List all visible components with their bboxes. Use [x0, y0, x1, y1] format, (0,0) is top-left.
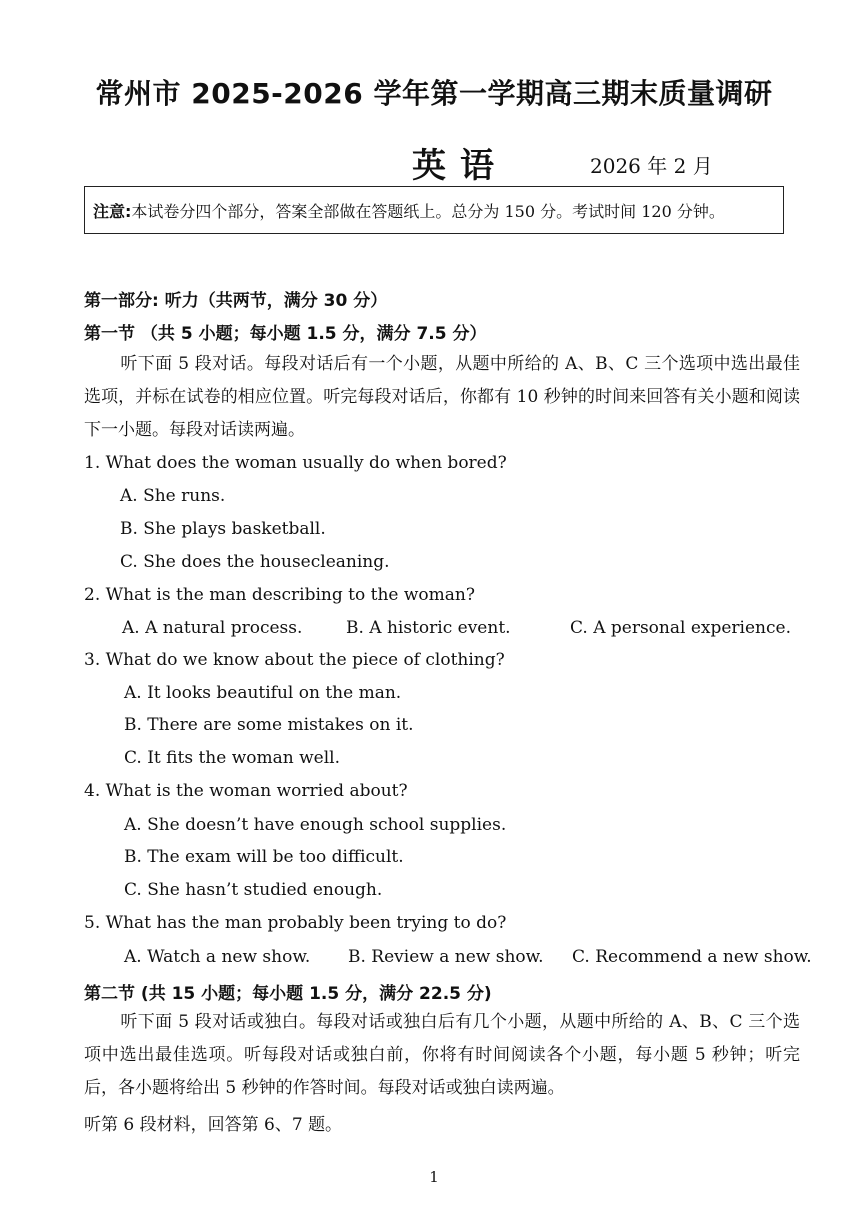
option-c: C. She hasn’t studied enough.	[124, 880, 383, 900]
section2-instructions-text: 听下面 5 段对话或独白。每段对话或独白后有几个小题，从题中所给的 A、B、C 三个选项中选出最佳选项。听每段对话或独白前，你将有时间阅读各个小题，每小题 5 秒钟；听完后，各小题将给出 5 秒钟的作答时间。每段对话或独白读两遍。	[84, 1012, 800, 1098]
option-c: C. It fits the woman well.	[124, 748, 340, 768]
section1-heading: 第一节 （共 5 小题；每小题 1.5 分，满分 7.5 分）	[84, 324, 487, 344]
option-a: A. Watch a new show.	[124, 947, 311, 967]
notice-box	[84, 186, 784, 234]
exam-date: 2026 年 2 月	[590, 154, 713, 178]
exam-title: 常州市 2025-2026 学年第一学期高三期末质量调研	[95, 77, 773, 110]
option-c: C. Recommend a new show.	[572, 947, 812, 967]
question-stem: 3. What do we know about the piece of clothing?	[84, 650, 505, 670]
option-b: B. Review a new show.	[348, 947, 544, 967]
option-a: A. She doesn’t have enough school supplies.	[124, 815, 507, 835]
section2-heading: 第二节 (共 15 小题；每小题 1.5 分，满分 22.5 分)	[84, 984, 492, 1004]
option-b: B. A historic event.	[346, 618, 511, 638]
option-c: C. A personal experience.	[570, 618, 791, 638]
section2-instructions	[84, 1006, 800, 1105]
question-stem: 5. What has the man probably been trying to do?	[84, 913, 507, 933]
option-b: B. She plays basketball.	[120, 519, 326, 539]
question-stem: 2. What is the man describing to the woman?	[84, 585, 475, 605]
subject-title: 英语	[412, 146, 508, 186]
option-c: C. She does the housecleaning.	[120, 552, 390, 572]
section1-instructions	[84, 348, 800, 447]
part1-heading: 第一部分: 听力（共两节，满分 30 分）	[84, 291, 388, 311]
option-b: B. The exam will be too difficult.	[124, 847, 404, 867]
question-stem: 1. What does the woman usually do when bored?	[84, 453, 507, 473]
material-note: 听第 6 段材料，回答第 6、7 题。	[84, 1115, 343, 1135]
option-b: B. There are some mistakes on it.	[124, 715, 414, 735]
notice-text: 本试卷分四个部分，答案全部做在答题纸上。总分为 150 分。考试时间 120 分钟。	[131, 202, 725, 221]
option-a: A. It looks beautiful on the man.	[124, 683, 402, 703]
notice-label: 注意:	[93, 202, 132, 221]
option-a: A. A natural process.	[122, 618, 303, 638]
question-stem: 4. What is the woman worried about?	[84, 781, 408, 801]
page-number: 1	[429, 1168, 439, 1186]
option-a: A. She runs.	[120, 486, 226, 506]
section1-instructions-text: 听下面 5 段对话。每段对话后有一个小题，从题中所给的 A、B、C 三个选项中选出最佳选项，并标在试卷的相应位置。听完每段对话后，你都有 10 秒钟的时间来回答有关小题和阅读下一小题。每段对话读两遍。	[84, 354, 800, 440]
